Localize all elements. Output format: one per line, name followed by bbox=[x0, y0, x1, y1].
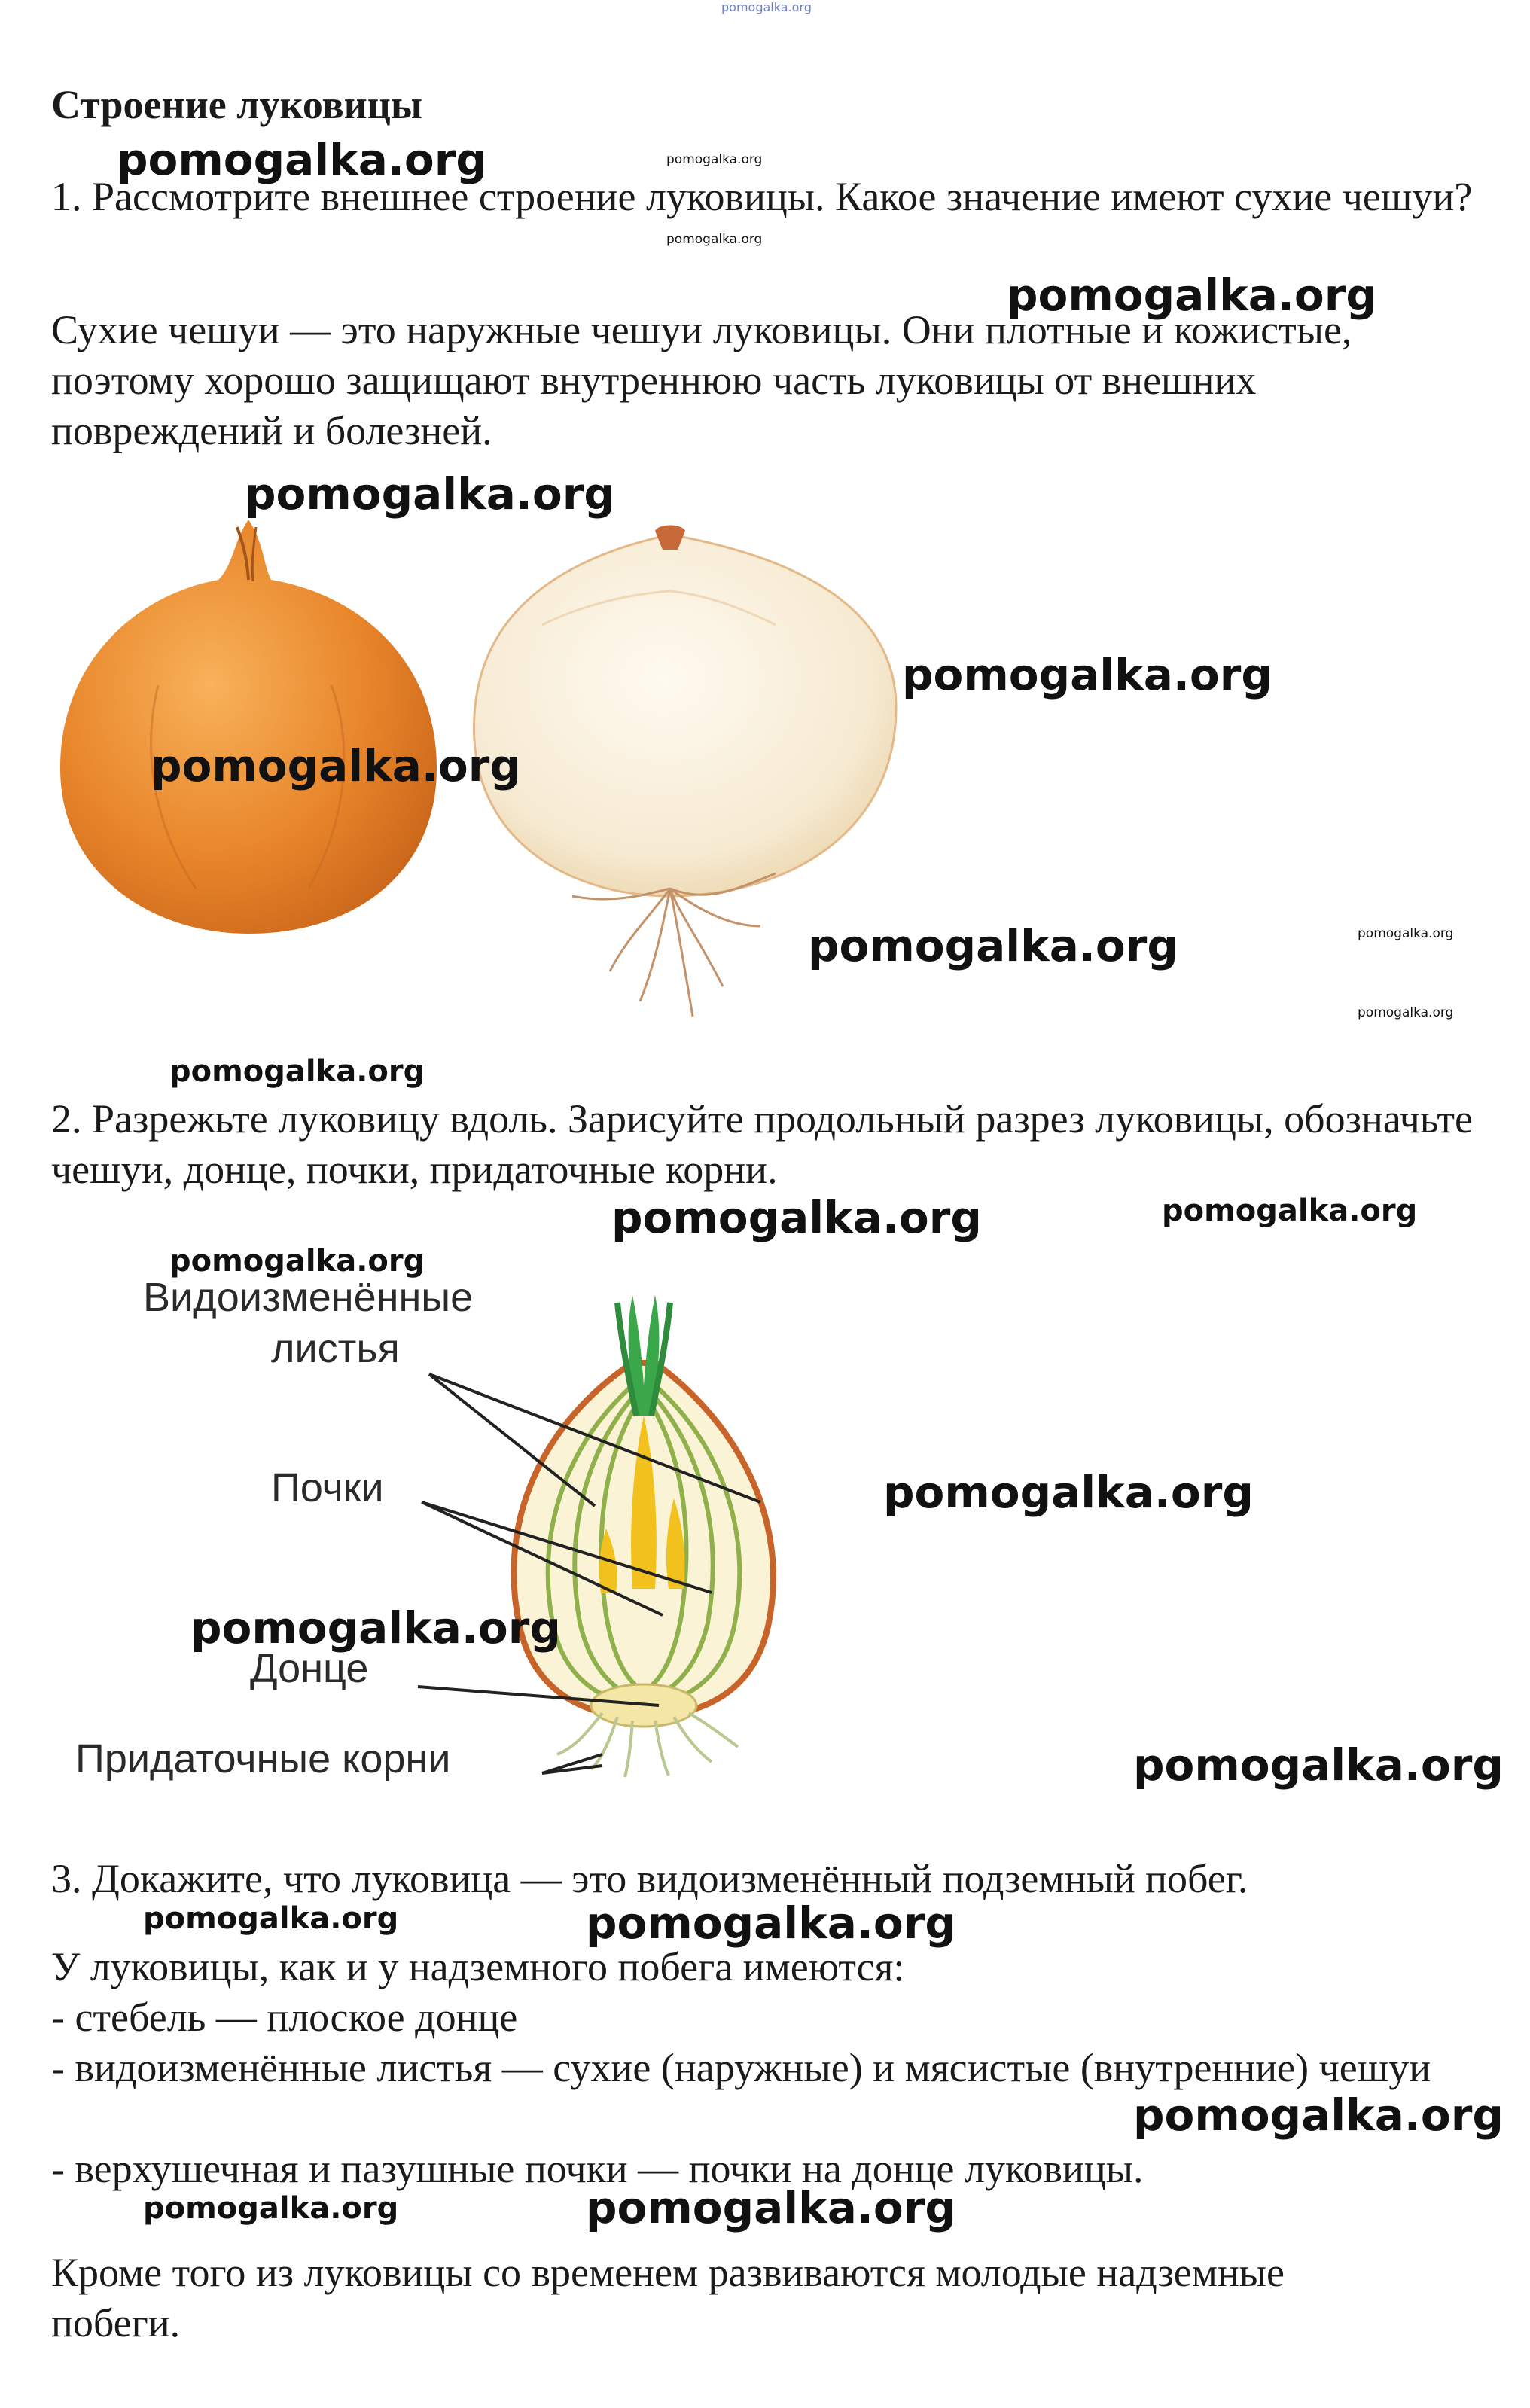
watermark: pomogalka.org bbox=[117, 134, 487, 185]
watermark: pomogalka.org bbox=[1133, 2089, 1504, 2141]
watermark: pomogalka.org bbox=[143, 1901, 399, 1936]
watermark: pomogalka.org bbox=[586, 1897, 956, 1949]
watermark: pomogalka.org bbox=[611, 1192, 982, 1243]
answer-3-item-stem: - стебель — плоское донце bbox=[51, 1995, 518, 2040]
watermark: pomogalka.org bbox=[808, 920, 1178, 971]
label-buds: Почки bbox=[271, 1465, 384, 1510]
watermark: pomogalka.org bbox=[245, 468, 615, 520]
watermark: pomogalka.org bbox=[190, 1602, 561, 1654]
question-3: 3. Докажите, что луковица — это видоизменённый подземный побег. bbox=[51, 1856, 1248, 1901]
watermark: pomogalka.org bbox=[902, 649, 1272, 700]
watermark: pomogalka.org bbox=[1358, 1005, 1454, 1020]
watermark: pomogalka.org bbox=[666, 152, 763, 167]
question-1: 1. Рассмотрите внешнее строение луковицы. Какое значение имеют сухие чешуи? bbox=[51, 174, 1473, 219]
watermark: pomogalka.org bbox=[1162, 1193, 1418, 1228]
watermark: pomogalka.org bbox=[151, 740, 521, 791]
answer-3-item-buds: - верхушечная и пазушные почки — почки на донце луковицы. bbox=[51, 2146, 1144, 2191]
label-modified-leaves-line2: листья bbox=[271, 1326, 400, 1371]
answer-3-conclusion: Кроме того из луковицы со временем развиваются молодые надземные побеги. bbox=[51, 2250, 1285, 2346]
page-title: Строение луковицы bbox=[51, 82, 423, 127]
watermark: pomogalka.org bbox=[666, 232, 763, 247]
watermark: pomogalka.org bbox=[586, 2182, 956, 2233]
watermark-top: pomogalka.org bbox=[721, 0, 812, 14]
answer-3-intro: У луковицы, как и у надземного побега имеются: bbox=[51, 1944, 905, 1989]
label-base: Донце bbox=[250, 1646, 369, 1691]
question-2: 2. Разрежьте луковицу вдоль. Зарисуйте продольный разрез луковицы, обозначьте чешуи, донце, почки, придаточные корни. bbox=[51, 1096, 1473, 1192]
watermark: pomogalka.org bbox=[1007, 270, 1377, 321]
watermark: pomogalka.org bbox=[143, 2191, 399, 2226]
answer-1: Сухие чешуи — это наружные чешуи луковицы. Они плотные и кожистые, поэтому хорошо защищают внутреннюю часть луковицы от внешних повреждений и болезней. bbox=[51, 307, 1352, 453]
label-modified-leaves-line1: Видоизменённые bbox=[143, 1275, 474, 1320]
watermark: pomogalka.org bbox=[1358, 926, 1454, 941]
answer-3-item-leaves: - видоизменённые листья — сухие (наружные) и мясистые (внутренние) чешуи bbox=[51, 2045, 1431, 2090]
watermark: pomogalka.org bbox=[169, 1244, 425, 1279]
label-adventitious-roots: Придаточные корни bbox=[75, 1736, 451, 1782]
watermark: pomogalka.org bbox=[169, 1054, 425, 1089]
watermark: pomogalka.org bbox=[883, 1467, 1254, 1518]
watermark: pomogalka.org bbox=[1133, 1739, 1504, 1791]
